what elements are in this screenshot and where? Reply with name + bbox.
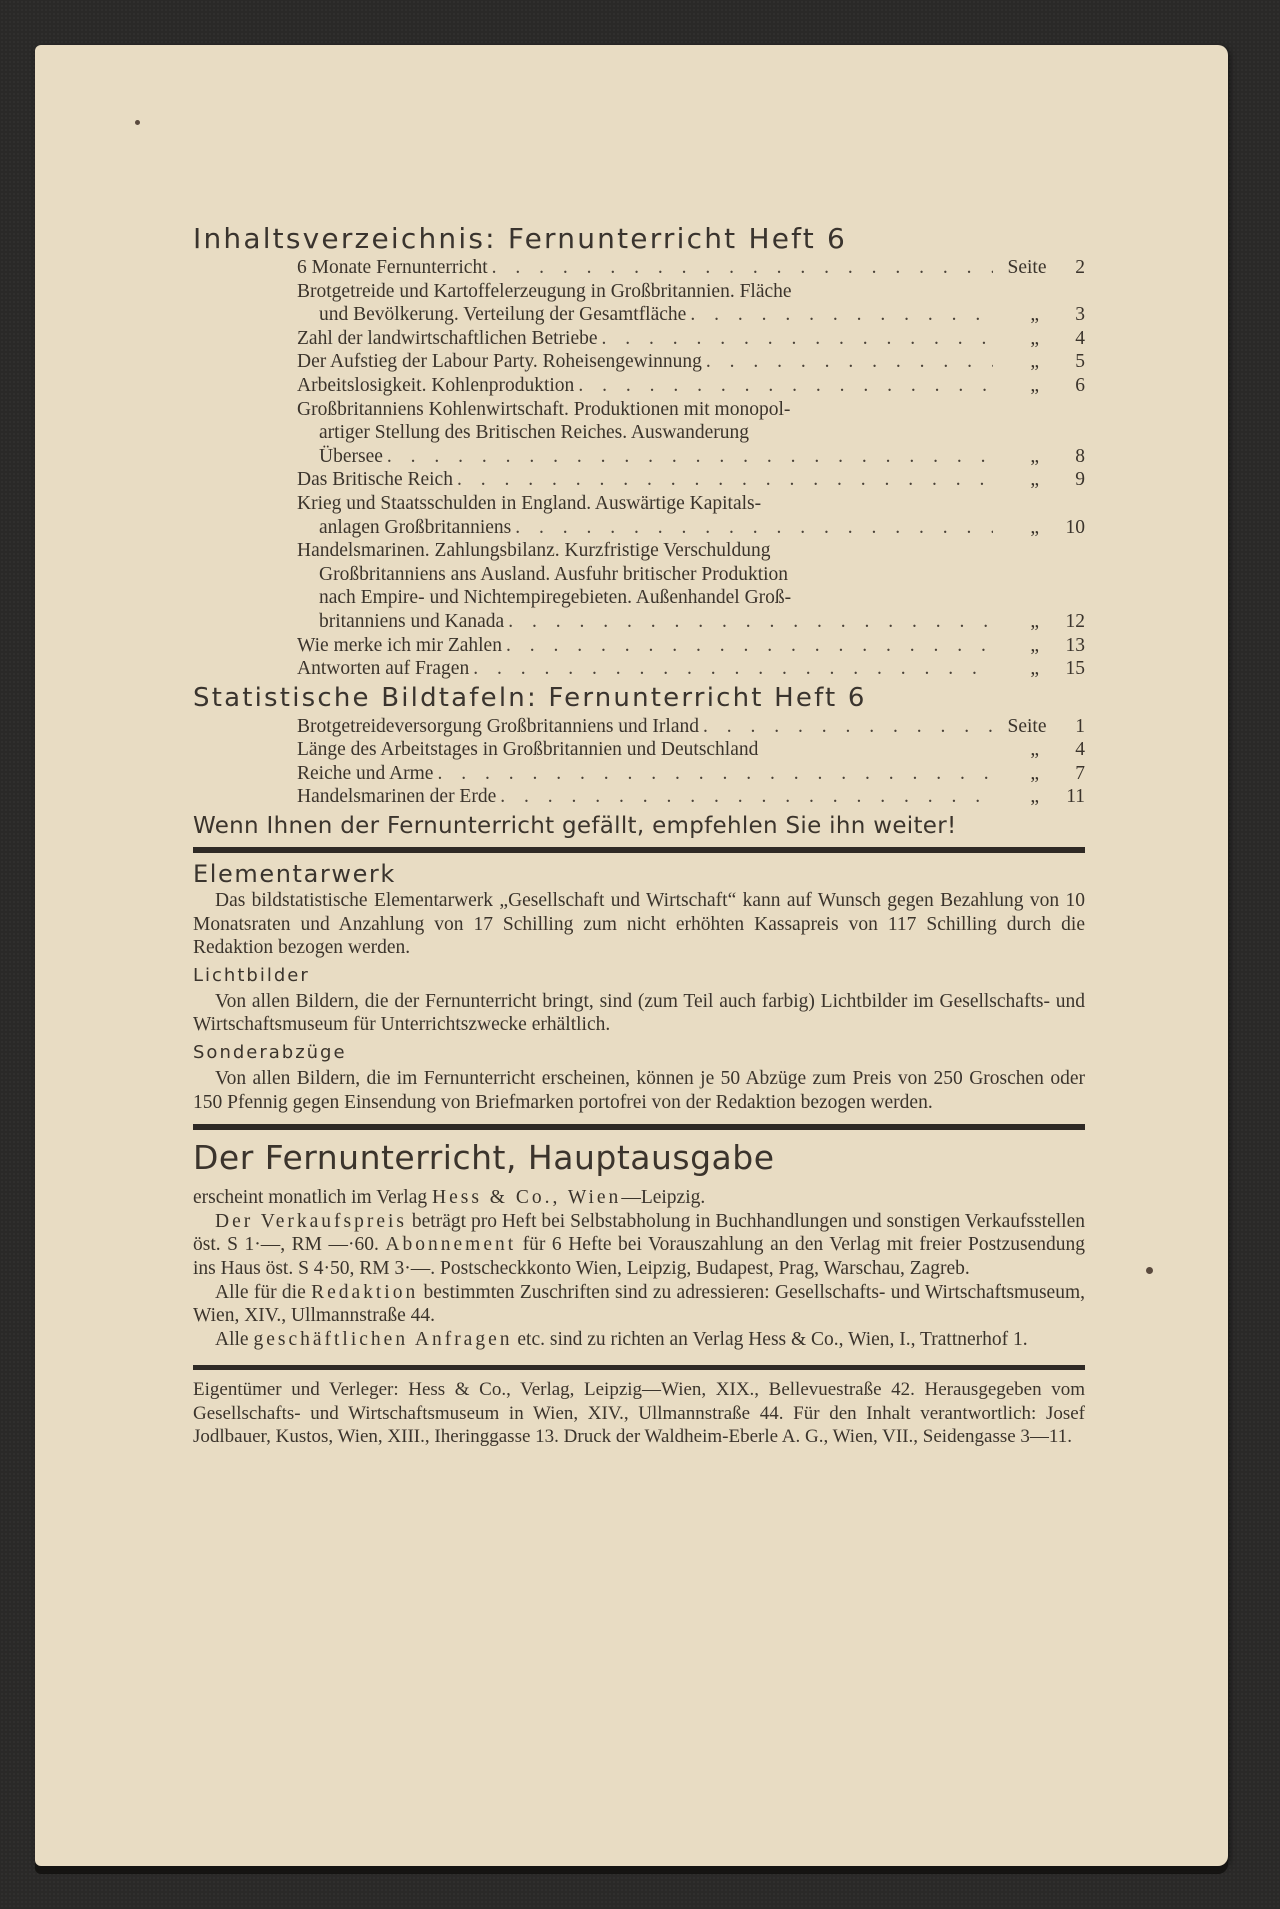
hauptausgabe-redaktion: Alle für die Redaktion bestimmten Zuschriften sind zu adressieren: Gesellschafts- und Wirtschaftsmuseum, Wien, XIV., Ullmannstraße 44. <box>193 1281 1085 1327</box>
page-prefix: Seite <box>1007 715 1047 737</box>
toc-entry-text: nach Empire- und Nichtempiregebieten. Außenhandel Groß- <box>319 587 792 609</box>
page-prefix: „ <box>1030 374 1039 396</box>
toc-entry-text: Länge des Arbeitstages in Großbritannien und Deutschland <box>297 739 759 761</box>
toc-entry <box>297 327 1085 351</box>
toc-entry <box>297 762 1085 786</box>
lichtbilder-title: Lichtbilder <box>193 964 310 986</box>
page-prefix: Seite <box>1007 257 1047 278</box>
toc-entry-text: Übersee <box>319 445 383 467</box>
leader-dots <box>602 327 994 351</box>
separator-bar <box>193 1124 1085 1130</box>
toc-entry-text: artiger Stellung des Britischen Reiches. Auswanderung <box>319 422 749 444</box>
toc-entry-text: Handelsmarinen. Zahlungsbilanz. Kurzfristige Verschuldung <box>297 540 771 562</box>
leader-dots <box>703 715 993 739</box>
page-number: 5 <box>1075 351 1085 373</box>
toc-entry-text: Handelsmarinen der Erde <box>297 786 497 808</box>
toc-entry-text: Brotgetreide und Kartoffelerzeugung in Großbritannien. Fläche <box>297 280 792 302</box>
toc-entry <box>297 256 1085 280</box>
toc-entry-text: anlagen Großbritanniens <box>319 516 512 538</box>
toc-entry <box>297 785 1085 809</box>
leader-dots <box>578 374 993 398</box>
separator-bar <box>193 847 1085 853</box>
leader-dots <box>508 610 993 634</box>
page-number: 2 <box>1075 257 1085 278</box>
toc-entry <box>297 492 1085 539</box>
page-prefix: „ <box>1030 610 1039 632</box>
toc-entry-text: Reiche und Arme <box>297 762 434 784</box>
toc-entry-text: Großbritanniens Kohlenwirtschaft. Produktionen mit monopol- <box>297 398 791 420</box>
page-prefix: „ <box>1030 739 1039 761</box>
page-prefix: „ <box>1030 304 1039 326</box>
toc-entry-text: Brotgetreideversorgung Großbritanniens und Irland <box>297 715 699 737</box>
toc-entry-text: und Bevölkerung. Verteilung der Gesamtfläche <box>319 304 687 326</box>
toc-entry-text: 6 Monate Fernunterricht <box>297 257 488 278</box>
toc-entry <box>297 398 1085 469</box>
page-prefix: „ <box>1030 516 1039 538</box>
page-number: 8 <box>1075 445 1085 467</box>
page-prefix: „ <box>1030 351 1039 373</box>
leader-dots <box>387 445 993 469</box>
page-number: 4 <box>1075 327 1085 349</box>
lichtbilder-text: Von allen Bildern, die der Fernunterricht bringt, sind (zum Teil auch farbig) Lichtbilder im Gesellschafts- und Wirtschaftsmuseum für Unterrichtszwecke erhältlich. <box>193 990 1085 1036</box>
page-prefix: „ <box>1030 634 1039 656</box>
hauptausgabe-title: Der Fernunterricht, Hauptausgabe <box>193 1138 775 1178</box>
leader-dots <box>500 785 993 809</box>
toc-entry-text: Antworten auf Fragen <box>297 658 470 680</box>
toc-entry-text: Das Britische Reich <box>297 469 453 491</box>
leader-dots <box>515 516 993 540</box>
page-prefix: „ <box>1030 469 1039 491</box>
toc-entry-text: Krieg und Staatsschulden in England. Auswärtige Kapitals- <box>297 492 762 514</box>
toc-entry <box>297 539 1085 633</box>
leader-dots <box>506 634 993 658</box>
sonderabzuege-title: Sonderabzüge <box>193 1042 347 1064</box>
toc-entry <box>297 350 1085 374</box>
page-number: 15 <box>1065 658 1085 680</box>
toc-entry <box>297 738 1085 762</box>
toc-entry-text: britanniens und Kanada <box>319 610 505 632</box>
toc-entry-text: Arbeitslosigkeit. Kohlenproduktion <box>297 374 575 396</box>
page-prefix: „ <box>1030 762 1039 784</box>
plates-title: Statistische Bildtafeln: Fernunterricht Heft 6 <box>193 682 867 713</box>
page-number: 1 <box>1075 715 1085 737</box>
toc-entry-text: Großbritanniens ans Ausland. Ausfuhr britischer Produktion <box>319 563 789 585</box>
elementarwerk-text: Das bildstatistische Elementarwerk „Gesellschaft und Wirtschaft“ kann auf Wunsch gegen Bezahlung von 10 Monatsraten und Anzahlung von 17 Schilling zum nicht erhöhten Kassapreis von 117 Schilling durch die Redaktion bezogen werden. <box>193 890 1085 959</box>
page-prefix: „ <box>1030 658 1039 680</box>
sonderabzuege-text: Von allen Bildern, die im Fernunterricht erscheinen, können je 50 Abzüge zum Preis von 250 Groschen oder 150 Pfennig gegen Einsendung von Briefmarken portofrei von der Redaktion bezogen werden. <box>193 1068 1085 1113</box>
toc-entry-text: Zahl der landwirtschaftlichen Betriebe <box>297 327 598 349</box>
page-number: 11 <box>1066 786 1085 808</box>
plates-list <box>297 715 1085 809</box>
leader-dots <box>457 468 993 492</box>
toc-list <box>297 256 1085 681</box>
page-number: 13 <box>1065 634 1085 656</box>
toc-entry <box>297 280 1085 327</box>
leader-dots <box>492 256 993 280</box>
toc-entry <box>297 374 1085 398</box>
recommend-line: Wenn Ihnen der Fernunterricht gefällt, empfehlen Sie ihn weiter! <box>193 813 957 840</box>
toc-entry <box>297 634 1085 658</box>
leader-dots <box>706 350 993 374</box>
hauptausgabe-anfragen: Alle geschäftlichen Anfragen etc. sind zu richten an Verlag Hess & Co., Wien, I., Trattnerhof 1. <box>215 1328 1028 1350</box>
toc-entry <box>297 468 1085 492</box>
page-number: 12 <box>1065 610 1085 632</box>
leader-dots <box>437 762 993 786</box>
page-number: 10 <box>1065 516 1085 538</box>
leader-dots <box>690 303 993 327</box>
hauptausgabe-intro: erscheint monatlich im Verlag Hess & Co., Wien—Leipzig. <box>193 1187 706 1209</box>
hauptausgabe-price: Der Verkaufspreis beträgt pro Heft bei Selbstabholung in Buchhandlungen und sonstigen Verkaufsstellen öst. S 1·—, RM —·60. Abonnement für 6 Hefte bei Vorauszahlung an den Verlag mit freier Postzusendung ins Haus öst. S 4·50, RM 3·—. Postscheckkonto Wien, Leipzig, Budapest, Prag, Warschau, Zagreb. <box>193 1210 1085 1279</box>
elementarwerk-title: Elementarwerk <box>193 860 396 889</box>
page-prefix: „ <box>1030 445 1039 467</box>
toc-entry-text: Der Aufstieg der Labour Party. Roheisengewinnung <box>297 351 702 373</box>
toc-entry <box>297 657 1085 681</box>
document-content <box>193 222 1085 1449</box>
page-number: 4 <box>1075 739 1085 761</box>
imprint: Eigentümer und Verleger: Hess & Co., Verlag, Leipzig—Wien, XIX., Bellevuestraße 42. Herausgegeben vom Gesellschafts- und Wirtschaftsmuseum in Wien, XIV., Ullmannstraße 44. Für den Inhalt verantwortlich: Josef Jodlbauer, Kustos, Wien, XIII., Iheringgasse 13. Druck der Waldheim-Eberle A. G., Wien, VII., Seidengasse 3—11. <box>193 1379 1085 1448</box>
paper-speck <box>135 120 140 125</box>
page-number: 9 <box>1075 469 1085 491</box>
leader-dots <box>473 657 993 681</box>
toc-entry <box>297 715 1085 739</box>
separator-bar <box>193 1365 1085 1370</box>
page-number: 3 <box>1075 304 1085 326</box>
page-prefix: „ <box>1030 786 1039 808</box>
paper-speck <box>1146 1267 1153 1274</box>
page-number: 6 <box>1075 374 1085 396</box>
page-prefix: „ <box>1030 327 1039 349</box>
toc-entry-text: Wie merke ich mir Zahlen <box>297 634 502 656</box>
toc-title: Inhaltsverzeichnis: Fernunterricht Heft 6 <box>193 222 847 255</box>
page-number: 7 <box>1075 762 1085 784</box>
